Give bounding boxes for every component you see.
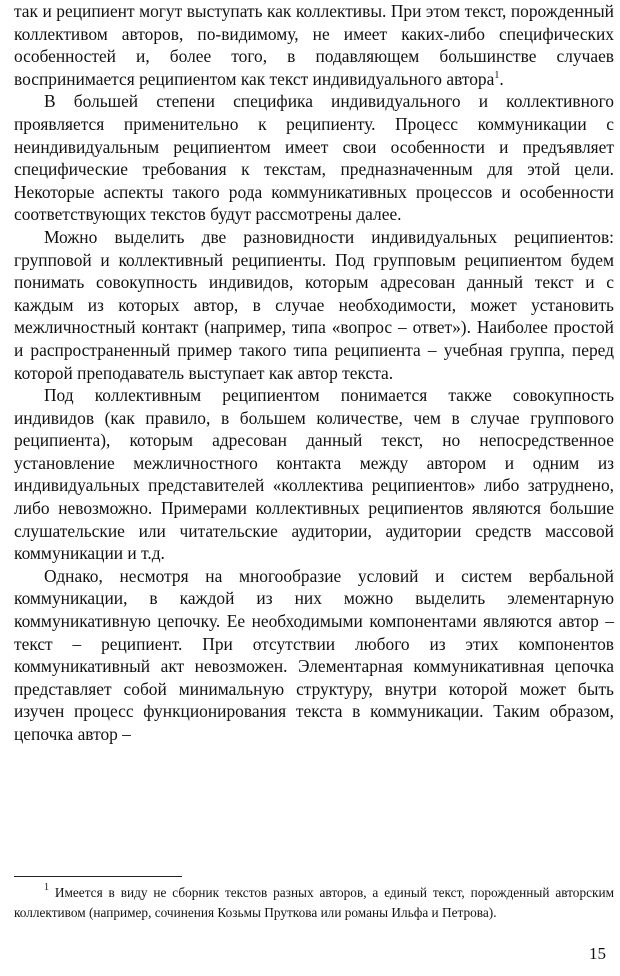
paragraph-2: В большей степени специфика индивидуального и коллективного проявляется применительно к реципиенту. Процесс коммуникации с неиндивидуальным реципиентом имеет свои особенности и предъявляет специфические требования к текстам, предназначенным для этой цели. Некоторые аспекты такого рода коммуникативных процессов и особенности соответствующих текстов будут рассмотрены далее. [14, 91, 614, 225]
paragraph-5: Однако, несмотря на многообразие условий и систем вербальной коммуникации, в каждой из них можно выделить элементарную коммуникативную цепочку. Ее необходимыми компонентами являются автор – текст – реципиент. При отсутствии любого из этих компонентов коммуникативный акт невозможен. Элементарная коммуникативная цепочка представляет собой минимальную структуру, внутри которой может быть изучен процесс функционирования текста в коммуникации. Таким образом, цепочка автор – [14, 565, 614, 744]
footnote [14, 883, 614, 922]
footnote-text: Имеется в виду не сборник текстов разных авторов, а единый текст, порожденный авторским коллективом (например, сочинения Козьмы Пруткова или романы Ильфа и Петрова). [14, 885, 614, 920]
page-number: 15 [589, 944, 606, 963]
paragraph-1-text: так и реципиент могут выступать как коллективы. При этом текст, порожденный коллективом авторов, по-видимому, не имеет каких-либо специфических особенностей и, более того, в подавляющем большинстве случаев воспринимается реципиентом как текст индивидуального автора [14, 1, 614, 89]
main-text [14, 0, 614, 746]
paragraph-1 [14, 0, 614, 90]
footnote-reference: 1 [494, 69, 500, 81]
paragraph-3: Можно выделить две разновидности индивидуальных реципиентов: групповой и коллективный реципиенты. Под групповым реципиентом будем понимать совокупность индивидов, которым адресован данный текст и с каждым из которых автор, в случае необходимости, может установить межличностный контакт (например, типа «вопрос – ответ»). Наиболее простой и распространенный пример такого типа реципиента – учебная группа, перед которой преподаватель выступает как автор текста. [14, 226, 614, 383]
footnote-number: 1 [44, 882, 49, 893]
paragraph-1-end: . [499, 68, 504, 89]
paragraph-4: Под коллективным реципиентом понимается также совокупность индивидов (как правило, в большем количестве, чем в случае группового реципиента), которым адресован данный текст, но непосредственное установление межличностного контакта между автором и одним из индивидуальных представителей «коллектива реципиентов» либо затруднено, либо невозможно. Примерами коллективных реципиентов являются большие слушательские или читательские аудитории, аудитории средств массовой коммуникации и т.д. [14, 385, 614, 564]
footnote-divider [14, 876, 182, 877]
footnote-body [14, 883, 614, 922]
